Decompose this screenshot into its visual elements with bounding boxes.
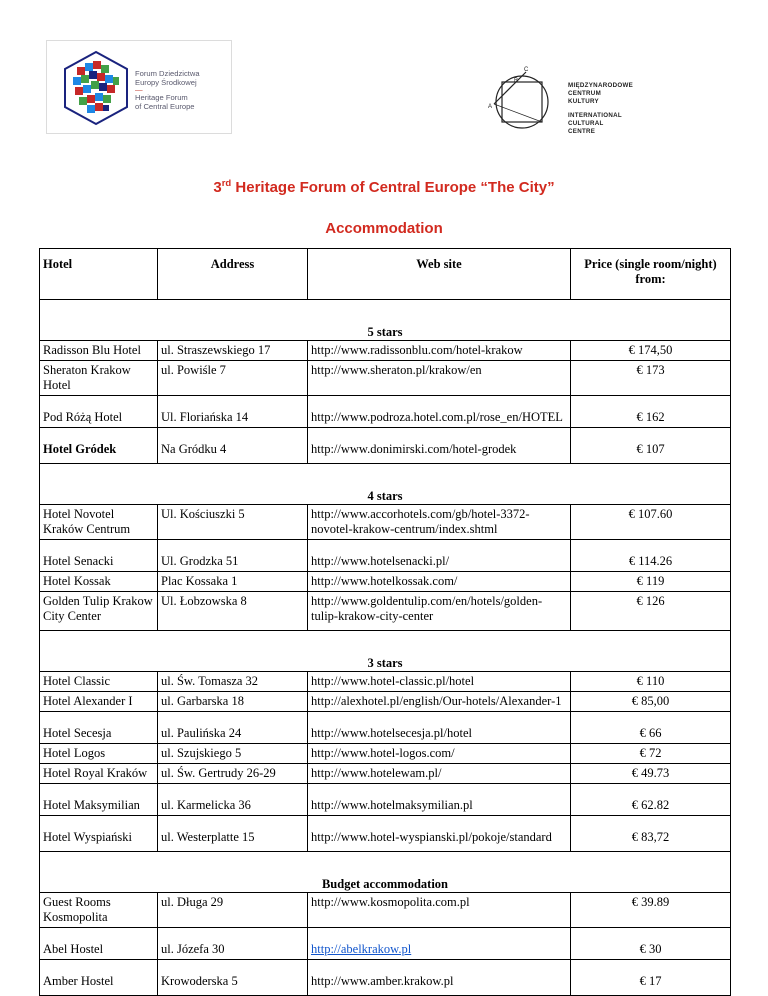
table-row [40, 816, 731, 852]
cell-address: ul. Józefa 30 [158, 928, 308, 960]
cell-address: ul. Św. Gertrudy 26-29 [158, 764, 308, 784]
cell-web: http://www.radissonblu.com/hotel-krakow [308, 341, 571, 361]
logo-text-line: CULTURAL [568, 119, 604, 127]
cell-hotel: Sheraton Krakow Hotel [40, 361, 158, 396]
cell-price: € 174,50 [571, 341, 731, 361]
website-link[interactable]: http://abelkrakow.pl [311, 942, 412, 956]
cell-price: € 85,00 [571, 692, 731, 712]
heritage-forum-logo [46, 40, 232, 134]
cell-hotel: Guest Rooms Kosmopolita [40, 893, 158, 928]
geometric-circle-icon [484, 64, 560, 134]
category-row [40, 300, 731, 341]
cell-hotel: Hotel Wyspiański [40, 816, 158, 852]
cell-price: € 114.26 [571, 540, 731, 572]
category-cell [40, 852, 731, 893]
table-row [40, 592, 731, 631]
cell-web [308, 928, 571, 960]
hexagon-mosaic-icon [61, 49, 131, 127]
cell-web: http://www.hotelsecesja.pl/hotel [308, 712, 571, 744]
cell-address: ul. Powiśle 7 [158, 361, 308, 396]
logo-text-line: KULTURY [568, 98, 599, 106]
cell-price: € 107.60 [571, 505, 731, 540]
logo-mark-b: B [514, 78, 519, 84]
table-row [40, 784, 731, 816]
logo-text-line: CENTRUM [568, 90, 602, 98]
category-cell [40, 464, 731, 505]
category-row [40, 464, 731, 505]
cell-web: http://www.hotelewam.pl/ [308, 764, 571, 784]
cell-price: € 173 [571, 361, 731, 396]
table-body [40, 300, 731, 996]
cell-price: € 30 [571, 928, 731, 960]
cell-price: € 17 [571, 960, 731, 996]
cell-address: ul. Paulińska 24 [158, 712, 308, 744]
category-cell [40, 631, 731, 672]
cell-web: http://www.hotelkossak.com/ [308, 572, 571, 592]
cell-hotel: Hotel Gródek [40, 428, 158, 464]
cell-hotel: Hotel Kossak [40, 572, 158, 592]
table-row [40, 764, 731, 784]
cell-address: Plac Kossaka 1 [158, 572, 308, 592]
cell-hotel: Hotel Logos [40, 744, 158, 764]
cell-address: Ul. Floriańska 14 [158, 396, 308, 428]
cell-price: € 107 [571, 428, 731, 464]
table-row [40, 505, 731, 540]
cell-web: http://www.hotel-classic.pl/hotel [308, 672, 571, 692]
cell-price: € 49.73 [571, 764, 731, 784]
cell-address: ul. Westerplatte 15 [158, 816, 308, 852]
category-cell [40, 300, 731, 341]
cell-hotel: Hotel Maksymilian [40, 784, 158, 816]
cell-address: ul. Garbarska 18 [158, 692, 308, 712]
logo-mark-c: C [524, 67, 529, 73]
logo-text-line: Europy Środkowej [135, 78, 197, 87]
cell-web: http://www.hotelmaksymilian.pl [308, 784, 571, 816]
cell-hotel: Amber Hostel [40, 960, 158, 996]
cell-address: ul. Karmelicka 36 [158, 784, 308, 816]
header-hotel: Hotel [40, 249, 158, 300]
cell-web: http://www.podroza.hotel.com.pl/rose_en/HOTEL [308, 396, 571, 428]
cell-address: ul. Św. Tomasza 32 [158, 672, 308, 692]
table-row [40, 928, 731, 960]
cell-address: Ul. Kościuszki 5 [158, 505, 308, 540]
cell-address: ul. Długa 29 [158, 893, 308, 928]
logo-text-line: CENTRE [568, 128, 596, 136]
category-row [40, 631, 731, 672]
cell-web: http://www.kosmopolita.com.pl [308, 893, 571, 928]
cell-address: Krowoderska 5 [158, 960, 308, 996]
category-label: 5 stars [367, 325, 403, 339]
cell-price: € 39.89 [571, 893, 731, 928]
cell-price: € 83,72 [571, 816, 731, 852]
table-row [40, 672, 731, 692]
table-row [40, 572, 731, 592]
cell-address: ul. Straszewskiego 17 [158, 341, 308, 361]
table-row [40, 428, 731, 464]
category-label: 3 stars [367, 656, 403, 670]
table-row [40, 893, 731, 928]
cell-price: € 72 [571, 744, 731, 764]
cell-address: Ul. Grodzka 51 [158, 540, 308, 572]
cell-web: http://alexhotel.pl/english/Our-hotels/Alexander-1 [308, 692, 571, 712]
cell-web: http://www.hotel-wyspianski.pl/pokoje/standard [308, 816, 571, 852]
cell-web: http://www.goldentulip.com/en/hotels/golden-tulip-krakow-city-center [308, 592, 571, 631]
table-row [40, 960, 731, 996]
title-text: Heritage Forum of Central Europe “The City” [231, 179, 555, 196]
logo-dash: — [135, 85, 143, 94]
cell-price: € 66 [571, 712, 731, 744]
category-row [40, 852, 731, 893]
title-ordinal: 3 [213, 179, 222, 196]
cell-hotel: Hotel Alexander I [40, 692, 158, 712]
logo-text-line: MIĘDZYNARODOWE [568, 82, 634, 89]
cell-price: € 126 [571, 592, 731, 631]
cell-web: http://www.accorhotels.com/gb/hotel-3372-novotel-krakow-centrum/index.shtml [308, 505, 571, 540]
cell-web: http://www.donimirski.com/hotel-grodek [308, 428, 571, 464]
table-row [40, 361, 731, 396]
header-price: Price (single room/night) from: [571, 249, 731, 300]
accommodation-table [39, 248, 731, 996]
table-row [40, 341, 731, 361]
table-header-row [40, 249, 731, 300]
table-row [40, 540, 731, 572]
category-label: Budget accommodation [321, 877, 449, 891]
cell-hotel: Radisson Blu Hotel [40, 341, 158, 361]
header-address: Address [158, 249, 308, 300]
cell-web: http://www.sheraton.pl/krakow/en [308, 361, 571, 396]
cell-hotel: Hotel Classic [40, 672, 158, 692]
cell-hotel: Golden Tulip Krakow City Center [40, 592, 158, 631]
cell-hotel: Hotel Secesja [40, 712, 158, 744]
cell-address: Ul. Łobzowska 8 [158, 592, 308, 631]
document-subtitle: Accommodation [325, 220, 443, 237]
table-row [40, 744, 731, 764]
cell-price: € 110 [571, 672, 731, 692]
cell-address: ul. Szujskiego 5 [158, 744, 308, 764]
cell-hotel: Hotel Senacki [40, 540, 158, 572]
cell-hotel: Pod Różą Hotel [40, 396, 158, 428]
title-ordinal-suffix: rd [221, 178, 232, 189]
cell-address: Na Gródku 4 [158, 428, 308, 464]
cell-web: http://www.hotelsenacki.pl/ [308, 540, 571, 572]
document-title [0, 178, 768, 196]
cell-hotel: Abel Hostel [40, 928, 158, 960]
cell-price: € 119 [571, 572, 731, 592]
category-label: 4 stars [367, 489, 403, 503]
logo-text-line: Heritage Forum [135, 93, 188, 102]
logo-mark-a: A [488, 104, 493, 110]
cell-web: http://www.hotel-logos.com/ [308, 744, 571, 764]
cell-hotel: Hotel Novotel Kraków Centrum [40, 505, 158, 540]
table-row [40, 692, 731, 712]
cell-hotel: Hotel Royal Kraków [40, 764, 158, 784]
table-row [40, 396, 731, 428]
cell-price: € 162 [571, 396, 731, 428]
cell-web: http://www.amber.krakow.pl [308, 960, 571, 996]
table-row [40, 712, 731, 744]
logo-text-line: INTERNATIONAL [568, 111, 622, 119]
logo-text-line: Forum Dziedzictwa [135, 69, 200, 78]
header-web: Web site [308, 249, 571, 300]
cell-price: € 62.82 [571, 784, 731, 816]
logo-text-line: of Central Europe [135, 102, 195, 111]
